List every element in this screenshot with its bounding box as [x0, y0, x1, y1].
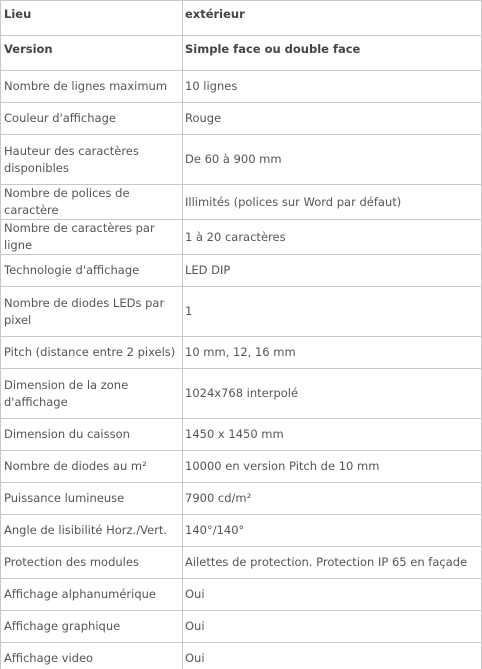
spec-value: 1450 x 1450 mm — [183, 419, 482, 451]
spec-label: Affichage video — [1, 643, 183, 669]
table-row — [1, 579, 482, 611]
spec-value: Oui — [183, 579, 482, 611]
spec-value: 1024x768 interpolé — [183, 369, 482, 419]
table-row — [1, 419, 482, 451]
spec-label: Hauteur des caractères disponibles — [1, 135, 183, 185]
spec-label: Version — [1, 36, 183, 71]
table-row — [1, 103, 482, 135]
table-row — [1, 483, 482, 515]
table-row — [1, 185, 482, 220]
table-row — [1, 451, 482, 483]
spec-value: 7900 cd/m² — [183, 483, 482, 515]
spec-value: 1 à 20 caractères — [183, 220, 482, 255]
table-row — [1, 135, 482, 185]
table-row — [1, 515, 482, 547]
spec-label: Affichage graphique — [1, 611, 183, 643]
table-row — [1, 71, 482, 103]
spec-label: Affichage alphanumérique — [1, 579, 183, 611]
table-row — [1, 337, 482, 369]
spec-label: Couleur d'affichage — [1, 103, 183, 135]
spec-value: Rouge — [183, 103, 482, 135]
spec-label: Protection des modules — [1, 547, 183, 579]
spec-label: Technologie d'affichage — [1, 255, 183, 287]
spec-value: Ailettes de protection. Protection IP 65 en façade — [183, 547, 482, 579]
spec-label: Nombre de lignes maximum — [1, 71, 183, 103]
spec-value: LED DIP — [183, 255, 482, 287]
spec-value: De 60 à 900 mm — [183, 135, 482, 185]
spec-value: Simple face ou double face — [183, 36, 482, 71]
table-row — [1, 287, 482, 337]
spec-value: Oui — [183, 611, 482, 643]
spec-label: Nombre de diodes LEDs par pixel — [1, 287, 183, 337]
spec-value: 1 — [183, 287, 482, 337]
table-row — [1, 1, 482, 36]
spec-label: Nombre de caractères par ligne — [1, 220, 183, 255]
spec-label: Pitch (distance entre 2 pixels) — [1, 337, 183, 369]
spec-label: Dimension de la zone d'affichage — [1, 369, 183, 419]
spec-value: 140°/140° — [183, 515, 482, 547]
spec-label: Lieu — [1, 1, 183, 36]
spec-label: Nombre de diodes au m² — [1, 451, 183, 483]
table-row — [1, 369, 482, 419]
table-row — [1, 220, 482, 255]
spec-value: 10 lignes — [183, 71, 482, 103]
spec-label: Angle de lisibilité Horz./Vert. — [1, 515, 183, 547]
table-row — [1, 611, 482, 643]
table-row — [1, 547, 482, 579]
spec-value: 10000 en version Pitch de 10 mm — [183, 451, 482, 483]
spec-value: 10 mm, 12, 16 mm — [183, 337, 482, 369]
spec-value: Oui — [183, 643, 482, 669]
spec-value: extérieur — [183, 1, 482, 36]
spec-label: Dimension du caisson — [1, 419, 183, 451]
table-row — [1, 36, 482, 71]
spec-value: Illimités (polices sur Word par défaut) — [183, 185, 482, 220]
table-row — [1, 643, 482, 669]
table-row — [1, 255, 482, 287]
spec-label: Puissance lumineuse — [1, 483, 183, 515]
spec-label: Nombre de polices de caractère — [1, 185, 183, 220]
